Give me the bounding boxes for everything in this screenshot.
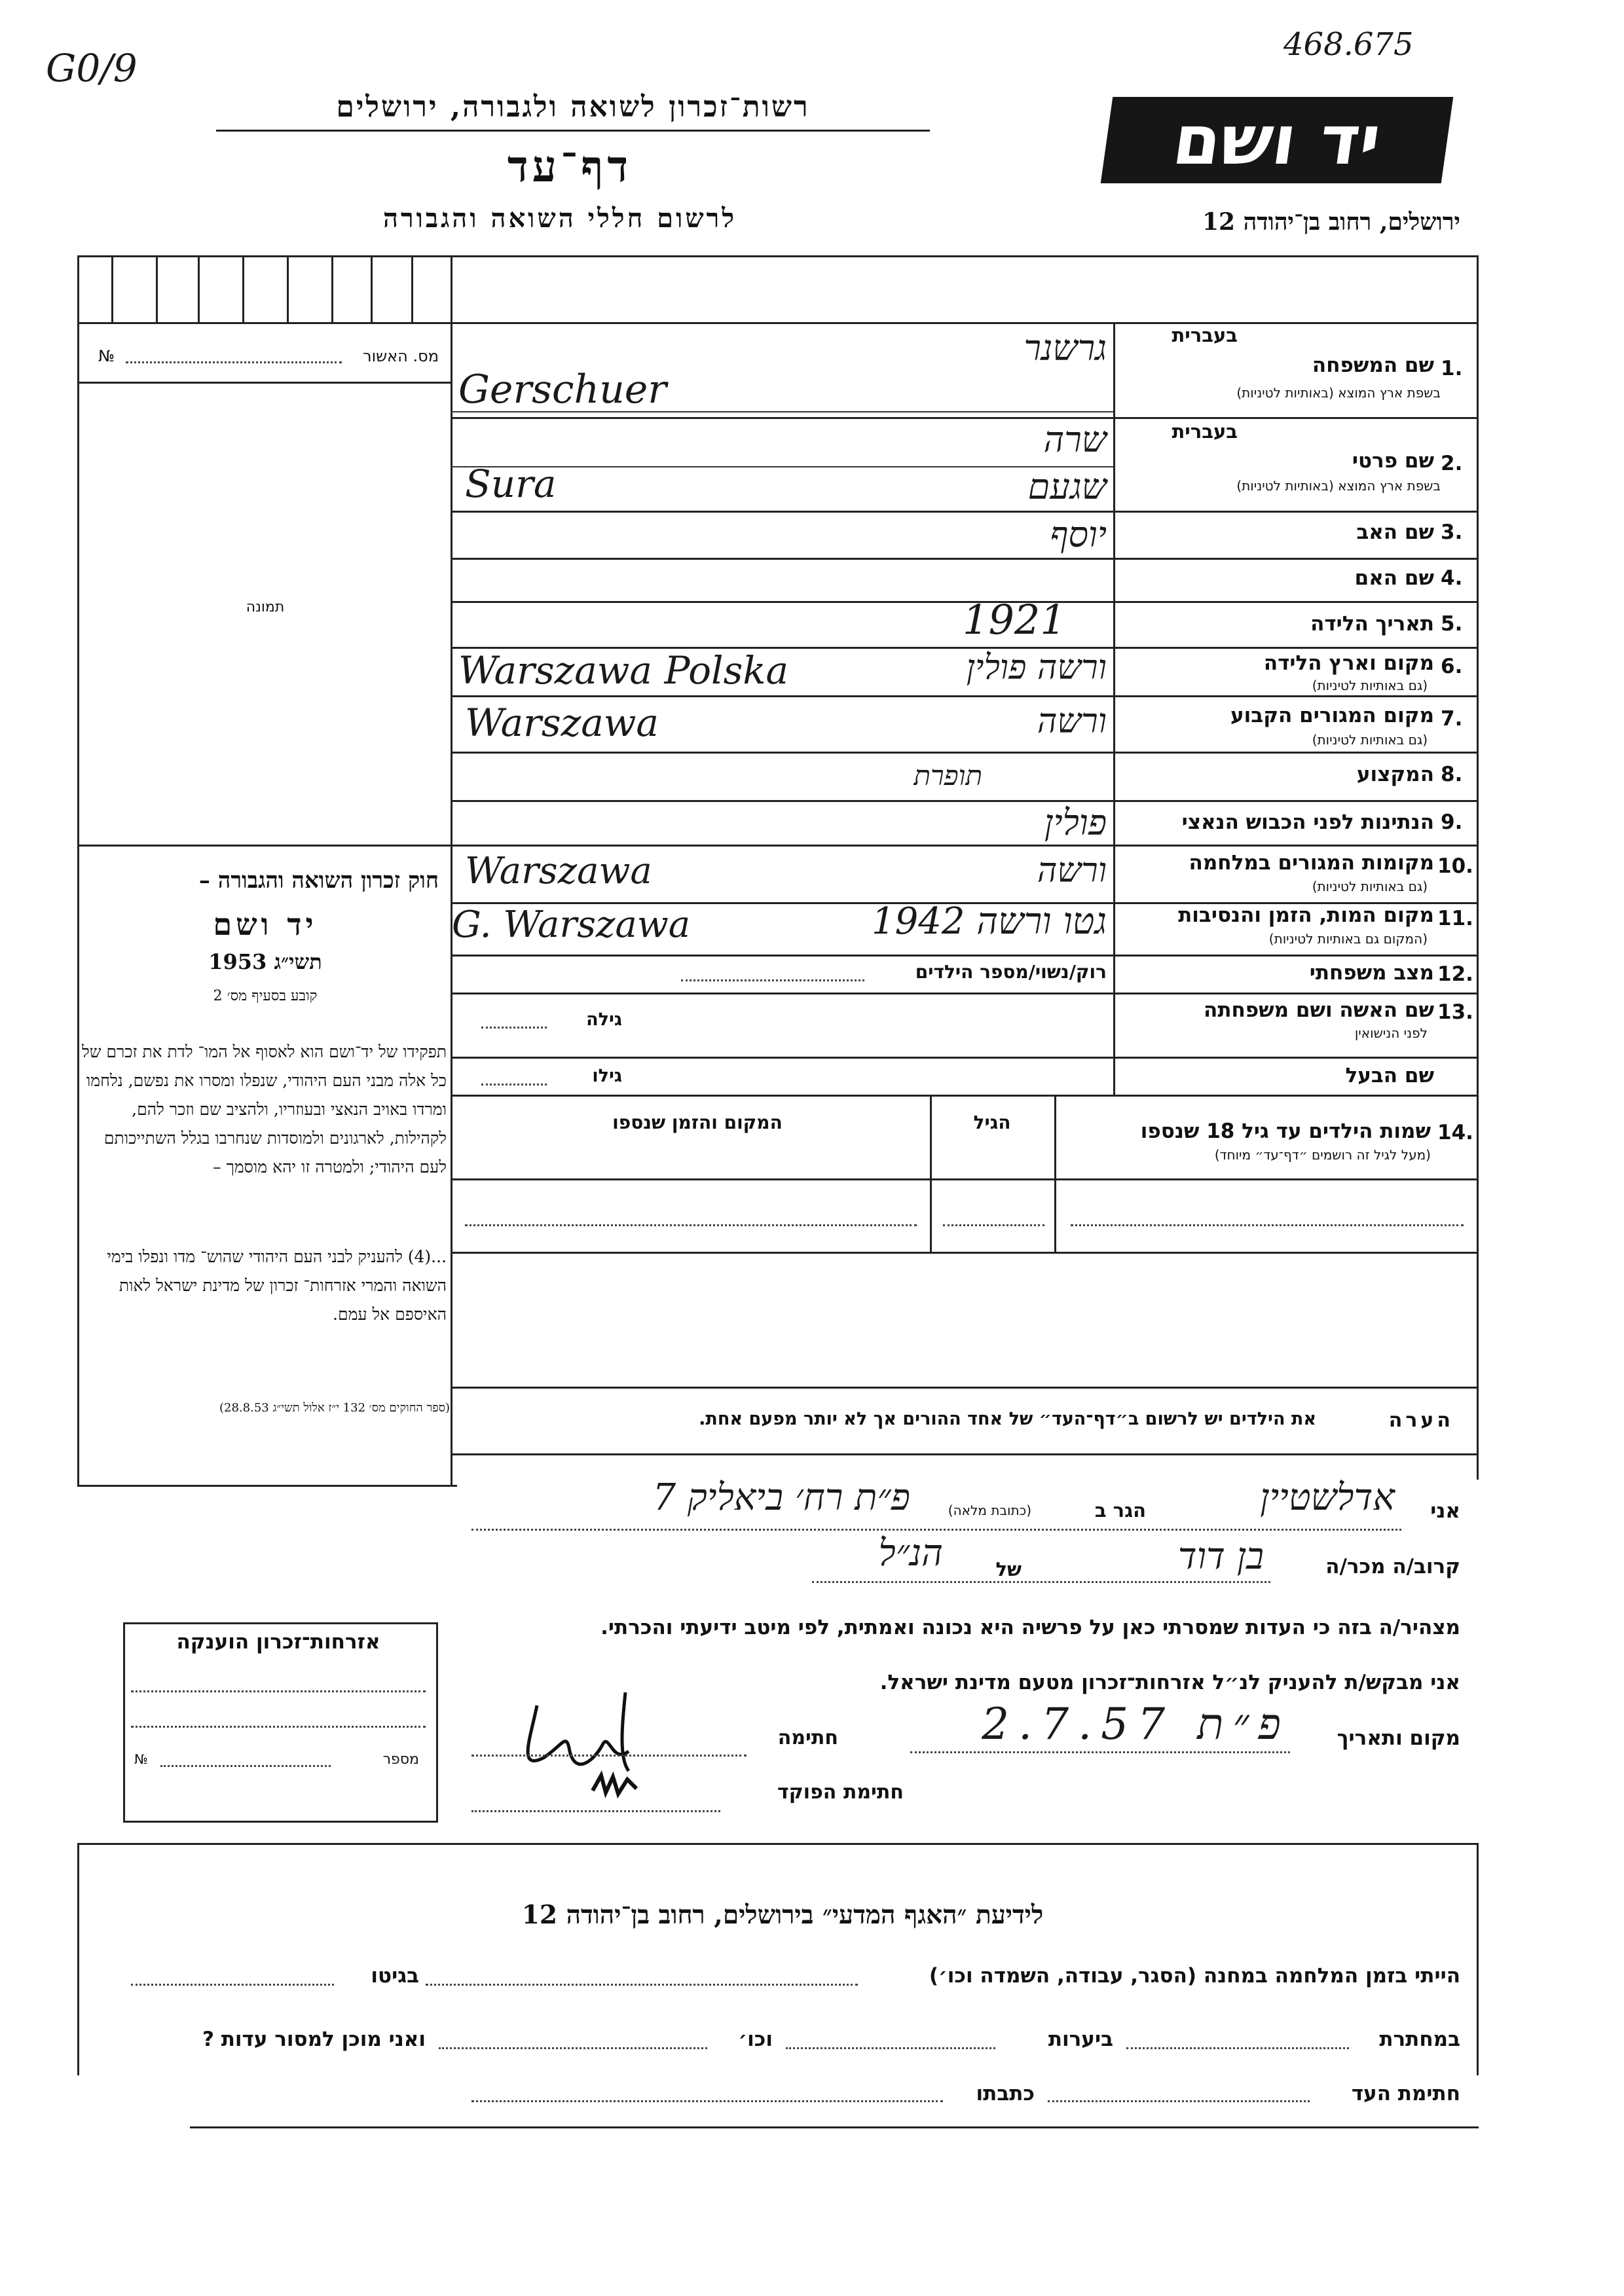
- field-label-death-place: מקום המות, הזמן והנסיבות: [1178, 903, 1434, 927]
- frame-right: [1477, 255, 1479, 1480]
- id-box-sep: [371, 255, 373, 322]
- footer-camp-label: הייתי בזמן המלחמה במחנה (הסגר, עבודה, השמדה וכו׳): [929, 1964, 1460, 1988]
- permit-no-sign: №: [98, 347, 115, 365]
- child-age-field[interactable]: [943, 1224, 1044, 1226]
- citizenship-number-field[interactable]: [160, 1765, 331, 1767]
- law-title: חוק זכרון השואה והגבורה –: [198, 867, 439, 894]
- declaration-resides: הגר ב: [1094, 1499, 1146, 1522]
- row-line: [451, 1095, 1479, 1097]
- citizenship-line[interactable]: [131, 1726, 426, 1728]
- field-label-father-name: שם האב: [1356, 520, 1434, 544]
- field-sub: (גם באותיות לטיניות): [1312, 879, 1428, 894]
- field-label-first-name: שם פרטי: [1352, 449, 1434, 473]
- field-number: 4.: [1441, 566, 1463, 590]
- field-label-residence: מקום המגורים הקבוע: [1230, 704, 1434, 727]
- law-year: תשי״ג 1953: [208, 949, 322, 974]
- children-col-sep: [930, 1095, 932, 1253]
- birth-place-hebrew[interactable]: ורשה פולין: [966, 648, 1107, 687]
- field-label-husband-name: שם הבעל: [1345, 1064, 1434, 1087]
- id-box-sep: [198, 255, 200, 322]
- row-line: [451, 558, 1479, 560]
- address-hint: (כתובת מלאה): [948, 1503, 1031, 1518]
- law-name: יד ושם: [213, 907, 318, 942]
- row-line: [451, 695, 1479, 697]
- field-sub: לפני הנישואין: [1354, 1025, 1428, 1041]
- hebrew-tag: בעברית: [1172, 324, 1238, 346]
- death-place-hebrew[interactable]: גטו ורשה 1942: [871, 900, 1107, 943]
- place-date-label: מקום ותאריך: [1337, 1726, 1460, 1750]
- child-place-field[interactable]: [465, 1224, 917, 1226]
- birth-place-latin[interactable]: Warszawa Polska: [458, 648, 789, 693]
- logo-address: ירושלים, רחוב בן־יהודה 12: [1202, 208, 1460, 236]
- inspector-line: [471, 1810, 720, 1812]
- family-name-latin[interactable]: Gerschuer: [458, 367, 667, 412]
- row-line: [451, 752, 1479, 754]
- inspector-signature: [589, 1768, 642, 1800]
- law-reference: (ספר החוקים מס׳ 132 י״ז אלול תשי״ג 28.8.53): [219, 1401, 450, 1415]
- wife-age-label: גילה: [586, 1010, 622, 1030]
- citizenship-number-sign: №: [134, 1751, 148, 1767]
- permit-line: [77, 382, 452, 384]
- footer-address-field[interactable]: [471, 2100, 943, 2102]
- field-label-birth-date: תאריך הלידה: [1310, 612, 1434, 636]
- wartime-residence-hebrew[interactable]: ורשה: [1037, 851, 1107, 890]
- field-label-nationality: הנתינות לפני הכבוש הנאצי: [1181, 811, 1434, 834]
- field-number: 7.: [1441, 707, 1463, 731]
- form-subtitle: לרשום חללי השואה והגבורה: [382, 203, 737, 234]
- footer-underground-field[interactable]: [1126, 2047, 1349, 2049]
- footer-title: לידיעת ״האגף המדעי״ בירושלים, רחוב בן־יהודה 12: [521, 1900, 1044, 1930]
- footer-forests-field[interactable]: [786, 2047, 995, 2049]
- id-box-sep: [156, 255, 158, 322]
- husband-age-label: גילו: [592, 1066, 622, 1086]
- signature-line: [471, 1755, 747, 1757]
- field-label-mother-name: שם האם: [1354, 566, 1434, 590]
- law-clause: קובע בסעיף מס׳ 2: [213, 988, 318, 1004]
- id-box-sep: [287, 255, 289, 322]
- field-number: 1.: [1441, 357, 1463, 380]
- law-text: תפקידו של יד־ושם הוא לאסוף אל המו־ לדת את זכרם של כל אלה מבני העם היהודי, שנפלו ומסרו את נפשם, נלחמו ומרדו באויב הנאצי ובעוזריו, ולהציב שם וזכר להם, לקהילות, לארגונים ולמוסדות שנחרבו בגלל השתייכותם לעם היהודי; ולמטרה זו יהא מוסמך –: [82, 1042, 447, 1176]
- citizenship-title: אזרחות־זכרון הוענקה: [176, 1630, 380, 1654]
- archive-annotation: G0/9: [46, 46, 138, 90]
- marital-status-options[interactable]: רוק/נשוי/מספר הילדים: [915, 961, 1107, 983]
- first-name-note[interactable]: שגעם: [1027, 466, 1107, 507]
- father-name[interactable]: יוסף: [1050, 514, 1107, 555]
- wife-age-field[interactable]: [481, 1027, 547, 1029]
- declarant-address[interactable]: פ״ת רח׳ ביאליק 7: [652, 1476, 910, 1519]
- photo-box-bottom: [77, 845, 452, 847]
- field-label-wartime-residence: מקומות המגורים במלחמה: [1189, 851, 1434, 875]
- footer-top-line: [77, 1843, 1479, 1845]
- field-label-occupation: המקצוע: [1356, 763, 1434, 786]
- first-name-hebrew[interactable]: שרה: [1043, 419, 1107, 460]
- field-number: 8.: [1441, 763, 1463, 786]
- footer-etc-field[interactable]: [439, 2047, 707, 2049]
- husband-age-field[interactable]: [481, 1084, 547, 1085]
- field-number: 3.: [1441, 520, 1463, 544]
- declaration-statement: מצהיר/ה בזה כי העדות שמסרתי כאן על פרשיה היא נכונה ואמתית, לפי מיטב ידיעתי והכרתי.: [600, 1616, 1460, 1639]
- footer-camp-field[interactable]: [426, 1984, 858, 1986]
- row-line: [451, 511, 1479, 513]
- id-boxes-bottom: [77, 322, 1479, 324]
- field-number: 14.: [1437, 1121, 1473, 1144]
- field-label-family-name: שם המשפחה: [1312, 354, 1434, 377]
- inspector-label: חתימת הפוקד: [777, 1781, 904, 1804]
- field-number: 5.: [1441, 612, 1463, 636]
- signature-label: חתימה: [777, 1726, 838, 1749]
- record-number-annotation: 468.675: [1283, 26, 1414, 63]
- first-name-latin[interactable]: Sura: [465, 462, 557, 506]
- of-label: של: [995, 1558, 1022, 1580]
- place-date-value[interactable]: פ״ת 2.7.57: [982, 1699, 1290, 1749]
- field-sub: בשפת ארץ המוצא (באותיות לטיניות): [1236, 478, 1441, 494]
- row-line: [451, 955, 1479, 957]
- footer-bottom-line: [190, 2126, 1479, 2128]
- children-sub: (מעל לגיל זה רושמים ״דף־עד״ מיוחד): [1214, 1147, 1431, 1163]
- field-sub: (גם באותיות לטיניות): [1312, 732, 1428, 748]
- authority-title: רשות־זכרון לשואה ולגבורה, ירושלים: [336, 90, 810, 124]
- citizenship-number-label: מספר: [382, 1751, 419, 1768]
- permit-label: מס. האשור: [363, 347, 439, 365]
- field-label-birth-place: מקום וארץ הלידה: [1263, 651, 1434, 675]
- children-table-bottom: [451, 1252, 1479, 1254]
- children-row-line: [451, 1178, 1479, 1180]
- note-bottom-line: [451, 1453, 1479, 1455]
- footer-forests-label: ביערות: [1048, 2028, 1113, 2051]
- wartime-residence-latin[interactable]: Warszawa: [465, 850, 652, 892]
- place-date-line: [910, 1751, 1290, 1753]
- residence-hebrew[interactable]: ורשה: [1037, 702, 1107, 741]
- authority-underline: [216, 130, 930, 132]
- row-line: [451, 845, 1479, 847]
- footer-testify-label: ואני מוכן למסור עדות ?: [202, 2028, 426, 2051]
- permit-number-field[interactable]: [126, 361, 342, 363]
- footer-etc-label: וכו׳: [738, 2028, 773, 2051]
- citizenship-line[interactable]: [131, 1690, 426, 1692]
- hebrew-tag: בעברית: [1172, 420, 1238, 443]
- id-box-sep: [111, 255, 113, 322]
- yad-vashem-logo: יד ושם: [1101, 97, 1454, 183]
- field-number: 6.: [1441, 655, 1463, 678]
- note-text: את הילדים יש לרשום ב״דף־העד״ של אחד ההורים אך לא יותר מפעם אחת.: [699, 1409, 1316, 1429]
- row-line: [451, 1057, 1479, 1059]
- children-label: שמות הילדים עד גיל 18 שנספו: [1140, 1120, 1431, 1143]
- field-number: 12.: [1437, 962, 1473, 986]
- note-top-line: [451, 1387, 1479, 1389]
- frame-bottom-left: [77, 1485, 457, 1487]
- footer-frame-left: [77, 1843, 79, 2075]
- field-number: 10.: [1437, 854, 1473, 878]
- field-label-wife-name: שם האשה ושם משפחתה: [1204, 998, 1434, 1022]
- child-name-field[interactable]: [1071, 1224, 1464, 1226]
- field-sub: בשפת ארץ המוצא (באותיות לטיניות): [1236, 385, 1441, 401]
- footer-address-label: כתבתו: [976, 2082, 1035, 2105]
- declarant-name[interactable]: אדלשטיין: [1260, 1476, 1395, 1519]
- field-label-marital-status: מצב משפחתי: [1309, 961, 1434, 985]
- field-sub: (המקום גם באותיות לטיניות): [1268, 931, 1428, 947]
- declaration-line: [471, 1529, 1401, 1531]
- children-count-field[interactable]: [681, 979, 864, 981]
- id-box-sep: [331, 255, 333, 322]
- nationality[interactable]: פולין: [1044, 802, 1107, 843]
- id-box-sep: [411, 255, 413, 322]
- relation-line: [812, 1581, 1270, 1583]
- footer-ghetto-field[interactable]: [131, 1984, 334, 1986]
- relation-value[interactable]: בן דוד: [1177, 1535, 1264, 1578]
- footer-witness-signature-label: חתימת העד: [1351, 2082, 1460, 2105]
- left-column-divider: [451, 255, 452, 1486]
- children-col-sep: [1054, 1095, 1056, 1253]
- field-number: 9.: [1441, 811, 1463, 834]
- row-line: [451, 993, 1479, 994]
- declaration-request: אני מבקש/ת להעניק לנ״ל אזרחות־זכרון מטעם מדינת ישראל.: [879, 1671, 1460, 1694]
- law-text-2: ...(4) להעניק לבני העם היהודי שהוש־ מדו ונפלו בימי השואה והמרי אזרחות־ זכרון של מדינת ישראל לאות האיספם אל עמם.: [107, 1247, 447, 1324]
- note-label: הערה: [1388, 1409, 1454, 1432]
- labels-divider: [1113, 322, 1115, 1095]
- declaration-ani: אני: [1430, 1499, 1460, 1523]
- birth-date[interactable]: 1921: [963, 596, 1066, 644]
- field-number: 13.: [1437, 1000, 1473, 1024]
- children-age-header: הגיל: [973, 1112, 1011, 1133]
- field-number: 11.: [1437, 907, 1473, 930]
- field-sub: (גם באותיות לטיניות): [1312, 678, 1428, 693]
- footer-underground-label: במחתרת: [1379, 2028, 1460, 2051]
- occupation[interactable]: תופרת: [913, 759, 982, 792]
- id-box-sep: [242, 255, 244, 322]
- family-name-hebrew[interactable]: גרשנר: [1024, 327, 1107, 369]
- footer-frame-right: [1477, 1843, 1479, 2075]
- relation-label: קרוב/ה מכר/ה: [1325, 1555, 1460, 1578]
- photo-label: תמונה: [246, 599, 285, 615]
- form-title: דף־עד: [507, 141, 633, 192]
- footer-ghetto-label: בגיטו: [371, 1964, 419, 1988]
- footer-witness-signature-field[interactable]: [1048, 2100, 1310, 2102]
- field-number: 2.: [1441, 452, 1463, 475]
- residence-latin[interactable]: Warszawa: [465, 701, 659, 745]
- of-value[interactable]: הנ״ל: [878, 1532, 943, 1575]
- frame-left: [77, 255, 79, 1486]
- death-place-latin[interactable]: G. Warszawa: [452, 903, 691, 946]
- children-place-header: המקום והזמן שנספו: [612, 1112, 783, 1133]
